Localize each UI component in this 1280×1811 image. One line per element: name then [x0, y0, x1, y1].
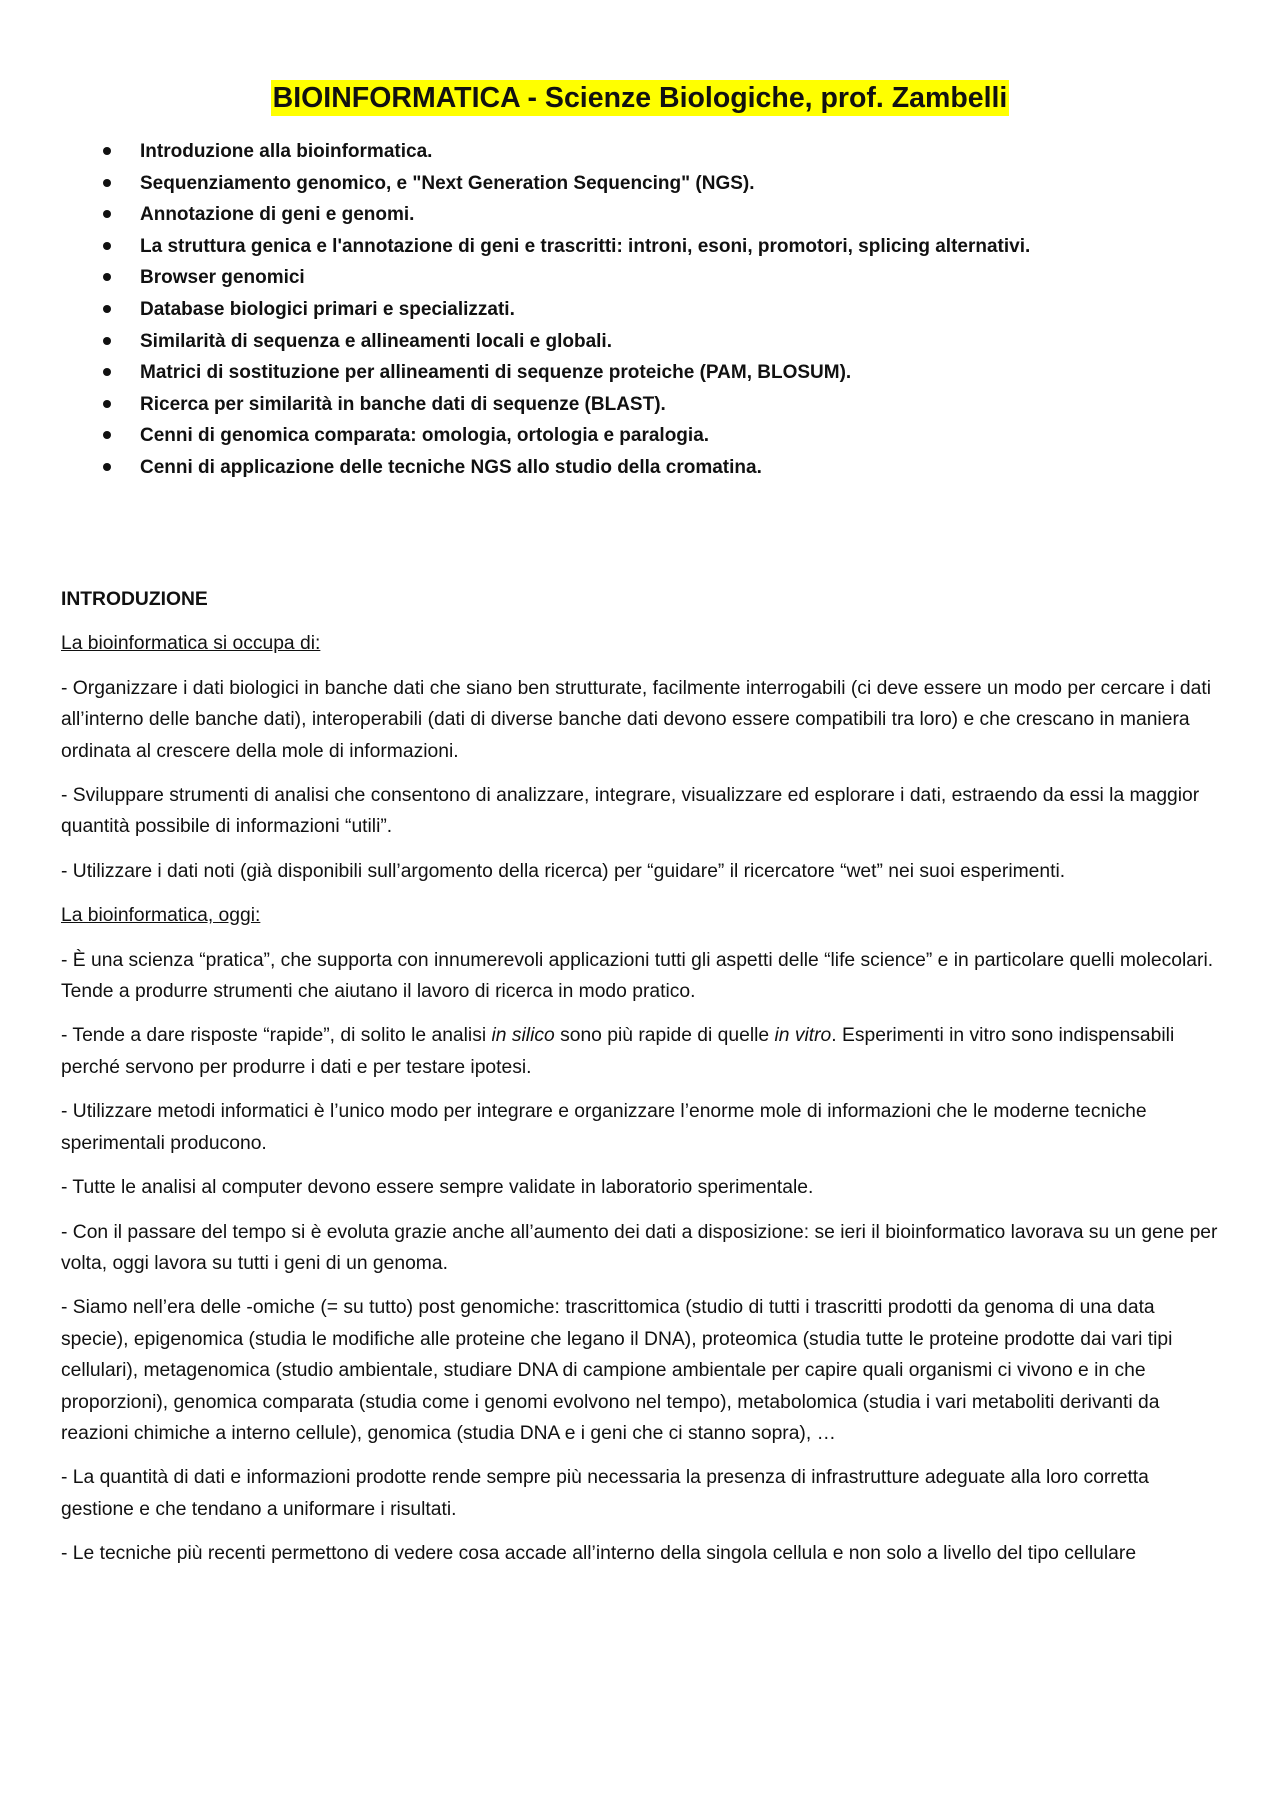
- list-item: [140, 389, 1030, 421]
- paragraph: - Organizzare i dati biologici in banche dati che siano ben strutturate, facilmente interrogabili (ci deve essere un modo per cercare i dati all’interno delle banche dati), interoperabili (dati di diverse banche dati devono essere compatibili tra loro) e che crescano in maniera ordinata al crescere della mole di informazioni.: [61, 677, 1211, 762]
- list-item-text: Introduzione alla bioinformatica.: [140, 141, 433, 162]
- list-item-text: Annotazione di geni e genomi.: [140, 204, 415, 226]
- bullet-icon: [103, 305, 111, 313]
- list-item: [140, 452, 1030, 484]
- bullet-icon: [103, 210, 111, 218]
- paragraph-text: . Esperimenti in vitro sono indispensabili perché servono per produrre i dati e per testare ipotesi.: [61, 1025, 1175, 1078]
- paragraph: - Le tecniche più recenti permettono di vedere cosa accade all’interno della singola cellula e non solo a livello del tipo cellulare: [61, 1543, 1137, 1565]
- paragraph: - È una scienza “pratica”, che supporta con innumerevoli applicazioni tutti gli aspetti delle “life science” e in particolare quelli molecolari. Tende a produrre strumenti che aiutano il lavoro di ricerca in modo pratico.: [61, 949, 1214, 1003]
- paragraph: - Utilizzare metodi informatici è l’unico modo per integrare e organizzare l’enorme mole di informazioni che le moderne tecniche sperimentali producono.: [61, 1101, 1147, 1154]
- topics-list: [140, 136, 1030, 484]
- subheading-oggi: La bioinformatica, oggi:: [61, 905, 261, 927]
- list-item: [140, 262, 1030, 294]
- bullet-icon: [103, 337, 111, 345]
- list-item-text: Similarità di sequenza e allineamenti locali e globali.: [140, 330, 612, 352]
- italic-term: in silico: [491, 1025, 555, 1047]
- list-item: [140, 231, 1030, 263]
- list-item-text: La struttura genica e l'annotazione di geni e trascritti: introni, esoni, promotori, splicing alternativi.: [140, 235, 1031, 257]
- bullet-icon: [103, 431, 111, 439]
- list-item-text: Browser genomici: [140, 267, 305, 289]
- list-item-text: Cenni di genomica comparata: omologia, ortologia e paralogia.: [140, 425, 710, 447]
- list-item: [140, 357, 1030, 389]
- list-item: [140, 294, 1030, 326]
- list-item-text: Sequenziamento genomico, e "Next Generation Sequencing" (NGS).: [140, 172, 755, 194]
- bullet-icon: [103, 400, 111, 408]
- document-title: BIOINFORMATICA - Scienze Biologiche, prof. Zambelli: [272, 82, 1008, 114]
- bullet-icon: [103, 368, 111, 376]
- bullet-icon: [103, 179, 111, 187]
- list-item-text: Matrici di sostituzione per allineamenti di sequenze proteiche (PAM, BLOSUM).: [140, 362, 852, 384]
- paragraph-text: sono più rapide di quelle: [554, 1025, 775, 1047]
- list-item: [140, 168, 1030, 200]
- paragraph: - Sviluppare strumenti di analisi che consentono di analizzare, integrare, visualizzare ed esplorare i dati, estraendo da essi la maggior quantità possibile di informazioni “utili”.: [61, 785, 1200, 838]
- list-item-text: Cenni di applicazione delle tecniche NGS allo studio della cromatina.: [140, 456, 762, 478]
- paragraph: - Siamo nell’era delle -omiche (= su tutto) post genomiche: trascrittomica (studio di tutti i trascritti prodotti da genoma di una data specie), epigenomica (studia le modifiche alle proteine che legano il DNA), proteomica (studia tutte le proteine prodotte dai vari tipi cellulari), metagenomica (studio ambientale, studiare DNA di campione ambientale per capire quali organismi ci vivono e in che proporzioni), genomica comparata (studia come i genomi evolvono nel tempo), metabolomica (studia i vari metaboliti derivanti da reazioni chimiche a interno cellule), genomica (studia DNA e i geni che ci stanno sopra), …: [61, 1297, 1173, 1444]
- paragraph-text: - Tende a dare risposte “rapide”, di solito le analisi: [61, 1025, 492, 1047]
- bullet-icon: [103, 242, 111, 250]
- list-item-text: Ricerca per similarità in banche dati di sequenze (BLAST).: [140, 393, 666, 415]
- list-item-text: Database biologici primari e specializzati.: [140, 298, 515, 320]
- intro-section: [61, 584, 1221, 1583]
- paragraph: - Utilizzare i dati noti (già disponibili sull’argomento della ricerca) per “guidare” il ricercatore “wet” nei suoi esperimenti.: [61, 860, 1066, 882]
- italic-term: in vitro: [774, 1025, 832, 1047]
- list-item: [140, 136, 1030, 168]
- list-item: [140, 326, 1030, 358]
- title-container: [0, 80, 1280, 116]
- paragraph: - La quantità di dati e informazioni prodotte rende sempre più necessaria la presenza di infrastrutture adeguate alla loro corretta gestione e che tendano a uniformare i risultati.: [61, 1467, 1149, 1520]
- list-item: [140, 199, 1030, 231]
- subheading-occupa: La bioinformatica si occupa di:: [61, 633, 321, 655]
- paragraph: - Tutte le analisi al computer devono essere sempre validate in laboratorio sperimentale.: [61, 1177, 814, 1199]
- paragraph: [61, 1020, 1221, 1083]
- paragraph: - Con il passare del tempo si è evoluta grazie anche all’aumento dei dati a disposizione: se ieri il bioinformatico lavorava su un gene per volta, oggi lavora su tutti i geni di un genoma.: [61, 1221, 1218, 1274]
- list-item: [140, 420, 1030, 452]
- section-heading: INTRODUZIONE: [61, 589, 208, 610]
- bullet-icon: [103, 463, 111, 471]
- bullet-icon: [103, 147, 111, 155]
- bullet-icon: [103, 273, 111, 281]
